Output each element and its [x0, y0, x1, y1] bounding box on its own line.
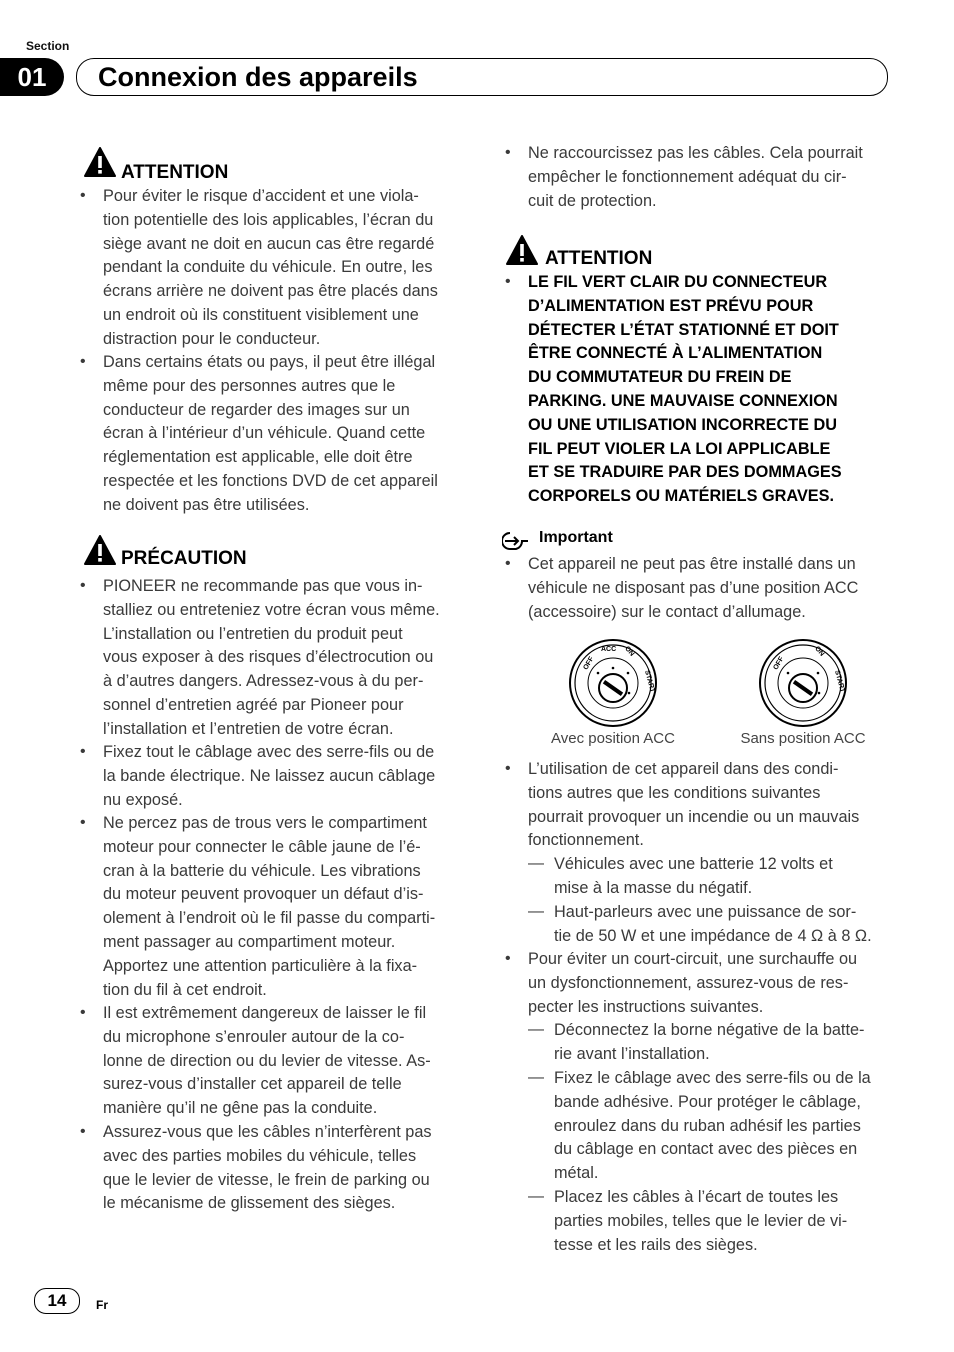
text-line: tion du fil à cet endroit.	[103, 980, 267, 999]
text-line: Ne raccourcissez pas les câbles. Cela pourrait	[528, 144, 863, 162]
text-line: tie de 50 W et une impédance de 4 Ω à 8 Ω.	[554, 926, 872, 945]
text-line: pendant la conduite du véhicule. En outre, les	[103, 258, 433, 277]
text-line: L’installation ou l’entretien du produit peut	[103, 624, 403, 643]
text-line: Déconnectez la borne négative de la batte-	[554, 1021, 865, 1039]
dash-mark: —	[528, 855, 544, 872]
text-line: vous exposer à des risques d’électrocution ou	[103, 648, 434, 667]
switch-position-label: ACC	[601, 646, 617, 653]
dash-mark: —	[528, 1021, 544, 1038]
text-line: le mécanisme de glissement des sièges.	[103, 1194, 396, 1213]
text-line: PIONEER ne recommande pas que vous in-	[103, 577, 423, 595]
text-line: un endroit où ils constituent visiblement une	[103, 306, 419, 324]
text-line: fonctionnement.	[528, 831, 644, 850]
precaution-heading: PRÉCAUTION	[121, 548, 247, 569]
text-line: Assurez-vous que les câbles n’interfèrent pas	[103, 1123, 432, 1141]
text-line: OU UNE UTILISATION INCORRECTE DU	[528, 415, 838, 434]
warning-icon	[506, 235, 538, 265]
bullet-mark: •	[505, 555, 511, 572]
text-line: PARKING. UNE MAUVAISE CONNEXION	[528, 392, 838, 410]
text-line: Pour éviter un court-circuit, une surchauffe ou	[528, 950, 858, 968]
text-line: pecter les instructions suivantes.	[528, 997, 764, 1016]
section-label: Section	[26, 39, 70, 53]
text-line: un dysfonctionnement, assurez-vous de res-	[528, 973, 849, 992]
text-line: siège avant ne doit en aucun cas être regardé	[103, 234, 435, 253]
text-line: pourrait provoquer un incendie ou un mauvais	[528, 807, 860, 826]
bullet-mark: •	[80, 187, 86, 204]
section-number: 01	[0, 58, 64, 96]
text-line: Fixez tout le câblage avec des serre-fils ou de	[103, 743, 435, 761]
text-line: Véhicules avec une batterie 12 volts et	[554, 855, 833, 873]
switch-position-label: OFF	[582, 655, 596, 672]
text-line: bande adhésive. Pour protéger le câblage,	[554, 1092, 861, 1111]
bullet-mark: •	[80, 1004, 86, 1021]
text-line: respectée et les fonctions DVD de cet appareil	[103, 472, 438, 490]
important-heading: Important	[539, 529, 613, 546]
figure-caption: Sans position ACC	[740, 730, 866, 747]
text-line: réglementation est applicable, elle doit être	[103, 448, 413, 467]
text-line: ment passager au compartiment moteur.	[103, 933, 396, 951]
switch-position-label: START	[643, 669, 656, 694]
text-line: véhicule ne disposant pas d’une position ACC	[528, 578, 859, 597]
page-title: Connexion des appareils	[98, 62, 418, 92]
text-line: sonnel d’entretien agréé par Pioneer pour	[103, 696, 404, 714]
text-line: D’ALIMENTATION EST PRÉVU POUR	[528, 296, 814, 315]
warning-icon	[84, 147, 116, 177]
text-line: Cet appareil ne peut pas être installé dans un	[528, 555, 856, 573]
text-line: à d’autres dangers. Adressez-vous à du per-	[103, 672, 424, 691]
text-line: Apportez une attention particulière à la fixa-	[103, 956, 418, 975]
text-line: FIL PEUT VIOLER LA LOI APPLICABLE	[528, 439, 831, 458]
text-line: Placez les câbles à l’écart de toutes les	[554, 1188, 839, 1206]
text-line: cran à la batterie du véhicule. Les vibrations	[103, 861, 421, 880]
switch-position-label: ON	[623, 645, 636, 658]
text-line: Pour éviter le risque d’accident et une viola-	[103, 187, 419, 205]
text-line: l’installation et l’entretien de votre écran.	[103, 719, 394, 738]
ignition-switch-diagram	[568, 638, 658, 728]
text-line: Dans certains états ou pays, il peut être illégal	[103, 353, 436, 371]
switch-position-label: OFF	[772, 655, 786, 672]
text-line: du microphone s’enrouler autour de la co-	[103, 1027, 405, 1046]
text-line: mise à la masse du négatif.	[554, 878, 753, 897]
text-line: Ne percez pas de trous vers le compartiment	[103, 814, 427, 832]
switch-position-label: START	[833, 669, 846, 694]
text-line: stalliez ou entreteniez votre écran vous même.	[103, 600, 440, 619]
bullet-mark: •	[505, 760, 511, 777]
text-line: du moteur peuvent provoquer un défaut d’is-	[103, 885, 424, 904]
page-number: 14	[34, 1288, 80, 1314]
attention-heading: ATTENTION	[545, 248, 653, 269]
text-line: DÉTECTER L’ÉTAT STATIONNÉ ET DOIT	[528, 320, 839, 339]
bullet-mark: •	[505, 273, 511, 290]
bullet-mark: •	[505, 950, 511, 967]
ignition-switch-diagram	[758, 638, 848, 728]
attention-heading: ATTENTION	[121, 162, 229, 183]
text-line: tesse et les rails des sièges.	[554, 1235, 758, 1254]
bullet-mark: •	[80, 743, 86, 760]
dash-mark: —	[528, 1188, 544, 1205]
text-line: tion potentielle des lois applicables, l’écran du	[103, 210, 434, 229]
text-line: empêcher le fonctionnement adéquat du cir-	[528, 167, 847, 186]
language-code: Fr	[96, 1298, 108, 1312]
text-line: nu exposé.	[103, 790, 183, 809]
figure-caption: Avec position ACC	[551, 730, 675, 747]
text-line: Haut-parleurs avec une puissance de sor-	[554, 903, 857, 921]
text-line: même pour des personnes autres que le	[103, 376, 396, 395]
text-line: avec des parties mobiles du véhicule, telles	[103, 1146, 417, 1165]
warning-icon	[84, 535, 116, 565]
text-line: Il est extrêmement dangereux de laisser le fil	[103, 1004, 427, 1022]
bullet-mark: •	[80, 1123, 86, 1140]
bullet-mark: •	[80, 814, 86, 831]
text-line: surez-vous d’installer cet appareil de telle	[103, 1075, 402, 1094]
bullet-mark: •	[80, 353, 86, 370]
text-line: parties mobiles, telles que le levier de vi-	[554, 1211, 848, 1230]
text-line: ne doivent pas être utilisées.	[103, 495, 310, 514]
text-line: distraction pour le conducteur.	[103, 329, 321, 348]
important-icon	[502, 530, 538, 552]
dash-mark: —	[528, 1069, 544, 1086]
text-line: Fixez le câblage avec des serre-fils ou de la	[554, 1069, 871, 1087]
text-line: DU COMMUTATEUR DU FREIN DE	[528, 368, 792, 387]
text-line: cuit de protection.	[528, 191, 657, 210]
bullet-mark: •	[80, 577, 86, 594]
bullet-mark: •	[505, 144, 511, 161]
text-line: olement à l’endroit où le fil passe du comparti-	[103, 909, 436, 928]
text-line: tions autres que les conditions suivantes	[528, 783, 821, 802]
text-line: du câblage en contact avec des pièces en	[554, 1140, 858, 1159]
text-line: écrans arrière ne doivent pas être placés dans	[103, 282, 438, 301]
text-line: métal.	[554, 1164, 599, 1183]
text-line: enroulez dans du ruban adhésif les parties	[554, 1116, 861, 1135]
switch-position-label: ON	[813, 645, 826, 658]
dash-mark: —	[528, 903, 544, 920]
text-line: conducteur de regarder des images sur un	[103, 400, 410, 419]
text-line: lonne de direction ou du levier de vitesse. As-	[103, 1051, 431, 1070]
text-line: rie avant l’installation.	[554, 1044, 710, 1063]
text-line: (accessoire) sur le contact d’allumage.	[528, 602, 806, 621]
text-line: la bande électrique. Ne laissez aucun câblage	[103, 766, 436, 785]
text-line: ÊTRE CONNECTÉ À L’ALIMENTATION	[528, 344, 823, 363]
text-line: ET SE TRADUIRE PAR DES DOMMAGES	[528, 463, 842, 482]
text-line: manière qu’il ne gêne pas la conduite.	[103, 1099, 378, 1118]
text-line: moteur pour connecter le câble jaune de l’é-	[103, 837, 421, 856]
text-line: L’utilisation de cet appareil dans des condi-	[528, 760, 839, 778]
text-line: que le levier de vitesse, le frein de parking ou	[103, 1170, 430, 1189]
text-line: CORPORELS OU MATÉRIELS GRAVES.	[528, 487, 835, 506]
text-line: LE FIL VERT CLAIR DU CONNECTEUR	[528, 273, 828, 291]
text-line: écran à l’intérieur d’un véhicule. Quand cette	[103, 424, 426, 443]
